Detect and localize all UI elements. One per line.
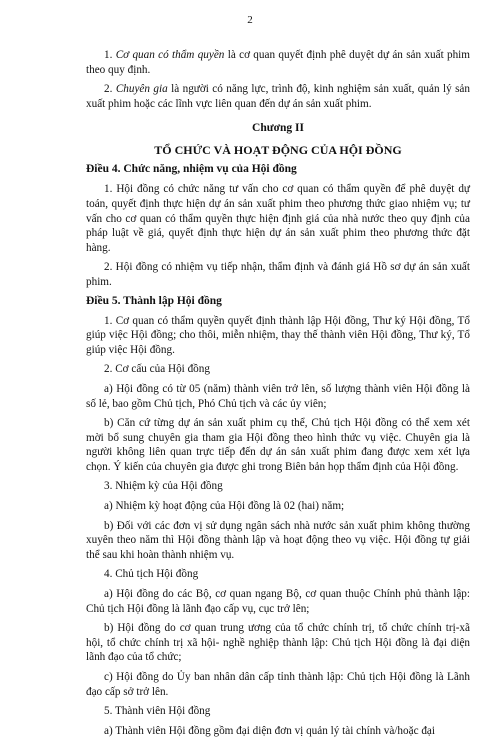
article-5-para-3: 3. Nhiệm kỳ của Hội đồng <box>104 480 223 493</box>
article-5-para-4a: a) Hội đồng do các Bộ, cơ quan ngang Bộ, cơ quan thuộc Chính phủ thành lập: Chủ tịch Hội đồng là lãnh đạo cấp vụ, cục trở lên; <box>86 588 470 615</box>
page-number: 2 <box>247 14 253 26</box>
definition-1-term: Cơ quan có thẩm quyền <box>115 49 225 61</box>
definition-2-text: là người có năng lực, trình độ, kinh nghiệm sản xuất, quản lý sản xuất phim hoặc các lĩnh vực liên quan đến dự án sản xuất phim. <box>86 83 470 110</box>
definition-1-text: là cơ quan quyết định phê duyệt dự án sản xuất phim theo quy định. <box>86 49 470 76</box>
article-5-para-4b: b) Hội đồng do cơ quan trung ương của tổ chức chính trị, tổ chức chính trị-xã hội, tổ chức chính trị xã hội- nghề nghiệp thành lập: Chủ tịch Hội đồng là đại diện lãnh đạo của tổ chức; <box>86 622 470 664</box>
article-5-para-2a: a) Hội đồng có từ 05 (năm) thành viên trở lên, số lượng thành viên Hội đồng là số lẻ, bao gồm Chủ tịch, Phó Chủ tịch và các ủy viên; <box>86 382 470 410</box>
article-4-para-2: 2. Hội đồng có nhiệm vụ tiếp nhận, thẩm định và đánh giá Hồ sơ dự án sản xuất phim. <box>86 261 470 288</box>
definition-1-number: 1. <box>104 49 116 61</box>
article-5-para-3b: b) Đối với các đơn vị sử dụng ngân sách nhà nước sản xuất phim không thường xuyên theo năm thì Hội đồng thành lập và hoạt động theo vụ việc. Hội đồng tự giải thể sau khi hoàn thành nhiệm vụ. <box>86 519 470 561</box>
article-5-para-2: 2. Cơ cấu của Hội đồng <box>104 363 210 376</box>
definition-2 <box>86 82 470 111</box>
article-5-para-5: 5. Thành viên Hội đồng <box>104 705 211 718</box>
definition-1 <box>86 48 470 77</box>
article-5-para-3a: a) Nhiệm kỳ hoạt động của Hội đồng là 02 (hai) năm; <box>104 500 345 513</box>
article-5-heading: Điều 5. Thành lập Hội đồng <box>86 294 222 307</box>
article-5-para-4: 4. Chủ tịch Hội đồng <box>104 568 199 581</box>
article-5-para-5a: a) Thành viên Hội đồng gồm đại diện đơn vị quản lý tài chính và/hoặc đại <box>104 724 436 737</box>
definition-2-term: Chuyên gia <box>115 83 168 96</box>
chapter-number: Chương II <box>252 122 304 135</box>
article-4-heading: Điều 4. Chức năng, nhiệm vụ của Hội đồng <box>86 163 297 176</box>
chapter-title: TỔ CHỨC VÀ HOẠT ĐỘNG CỦA HỘI ĐỒNG <box>154 143 402 158</box>
article-5-para-2b: b) Căn cứ từng dự án sản xuất phim cụ thể, Chủ tịch Hội đồng có thể xem xét mời bổ sung chuyên gia tham gia Hội đồng theo hình thức vụ việc. Chuyên gia là người không liên quan trực tiếp đến dự án sản xuất phim đang được xem xét lựa chọn. Ý kiến của chuyên gia được ghi trong Biên bản họp thẩm định của Hội đồng. <box>86 417 470 473</box>
definition-2-number: 2. <box>104 83 116 96</box>
article-5-para-1: 1. Cơ quan có thẩm quyền quyết định thành lập Hội đồng, Thư ký Hội đồng, Tổ giúp việc Hội đồng; cho thôi, miễn nhiệm, thay thế thành viên Hội đồng, Thư ký, Tổ giúp việc Hội đồng. <box>86 314 470 356</box>
article-5-para-4c: c) Hội đồng do Ủy ban nhân dân cấp tỉnh thành lập: Chủ tịch Hội đồng là Lãnh đạo cấp sở trở lên. <box>86 671 470 698</box>
article-4-para-1: 1. Hội đồng có chức năng tư vấn cho cơ quan có thẩm quyền để phê duyệt dự toán, quyết định thực hiện dự án sản xuất phim theo phương thức giao nhiệm vụ; tư vấn cho cơ quan có thẩm quyền thực hiện định giá của nhà nước theo quy định của pháp luật về giá, quyết định thực hiện dự án sản xuất phim theo phương thức đặt hàng. <box>86 183 470 254</box>
